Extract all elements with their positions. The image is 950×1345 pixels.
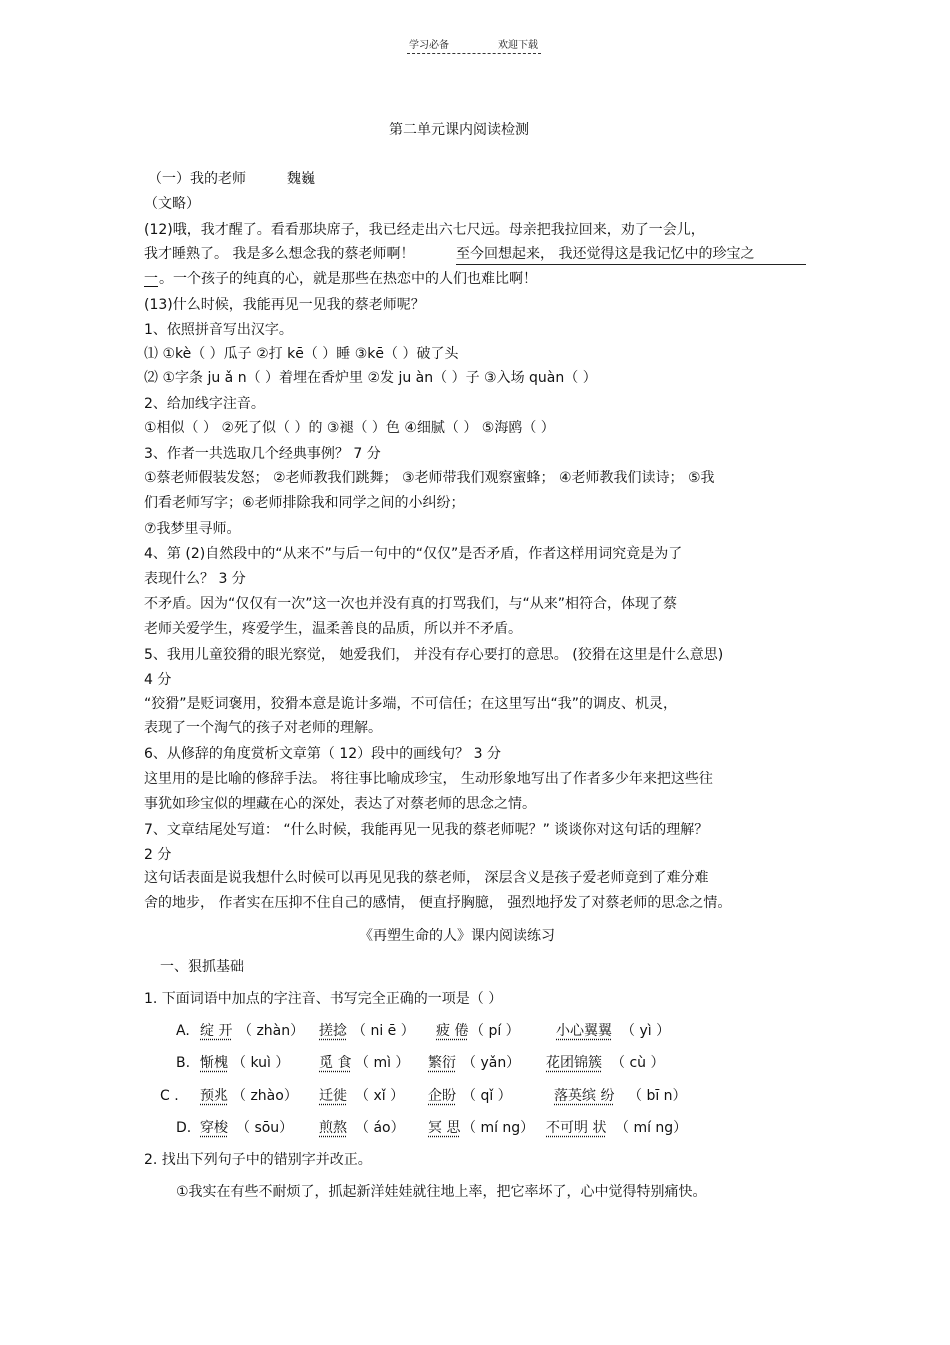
option-a-word4: 小心翼翼 xyxy=(556,1023,612,1039)
q6-answer1: 这里用的是比喻的修辞手法。 将往事比喻成珍宝， 生动形象地写出了作者多少年来把这些往 xyxy=(144,771,713,787)
q1-stem: 1、依照拼音写出汉字。 xyxy=(144,322,293,338)
passage-line3b: 。一个孩子的纯真的心，就是那些在热恋中的人们也难比啊！ xyxy=(159,271,537,287)
option-b-pinyin4: （ cù ） xyxy=(611,1055,665,1071)
option-a-pinyin1: （ zhàn） xyxy=(238,1023,305,1039)
option-b-pinyin2: （ mì ） xyxy=(355,1055,410,1071)
option-d-pinyin4: （ mí ng） xyxy=(615,1120,688,1136)
option-b-label: B. xyxy=(176,1055,191,1071)
option-d-word1: 穿梭 xyxy=(200,1120,228,1136)
q5-answer1: “狡猾”是贬词褒用，狡猾本意是诡计多端，不可信任；在这里写出“我”的调皮、机灵， xyxy=(144,696,678,712)
passage-line2a: 我才睡熟了。 我是多么想念我的蔡老师啊！ xyxy=(144,246,415,262)
option-a-word3: 疲 倦 xyxy=(436,1023,469,1039)
section1-heading: （一）我的老师 xyxy=(148,171,246,187)
section1-author: 魏巍 xyxy=(287,171,315,187)
passage-line2b: 至今回想起来， 我还觉得这是我记忆中的珍宝之 xyxy=(456,246,755,262)
section2-part: 一、狠抓基础 xyxy=(160,959,244,975)
q4-stem2: 表现什么？ 3 分 xyxy=(144,571,246,587)
q7-stem1: 7、文章结尾处写道： “什么时候，我能再见一见我的蔡老师呢？” 谈谈你对这句话的理解？ xyxy=(144,822,709,838)
q3-answer3: ⑦我梦里寻师。 xyxy=(144,521,241,537)
option-c-word4: 落英缤 纷 xyxy=(554,1088,615,1104)
option-b-word2: 觅 食 xyxy=(319,1055,352,1071)
option-c-word3: 企盼 xyxy=(428,1088,456,1104)
option-c-pinyin4: （ bī n） xyxy=(628,1088,687,1104)
q5-stem2: 4 分 xyxy=(144,672,172,688)
q4-answer1: 不矛盾。因为“仅仅有一次”这一次也并没有真的打骂我们，与“从来”相符合，体现了蔡 xyxy=(144,596,678,612)
option-a-pinyin2: （ ni ē ） xyxy=(352,1023,415,1039)
option-a-word1: 绽 开 xyxy=(200,1023,233,1039)
option-d-word4: 不可明 状 xyxy=(546,1120,607,1136)
passage-line4: (13)什么时候，我能再见一见我的蔡老师呢？ xyxy=(144,297,425,313)
q5-stem1: 5、我用儿童狡猾的眼光察觉， 她爱我们， 并没有存心要打的意思。 (狡猾在这里是什么意思) xyxy=(144,647,724,663)
option-b-word4: 花团锦簇 xyxy=(546,1055,602,1071)
option-c-pinyin1: （ zhào） xyxy=(232,1088,298,1104)
header-left: 学习必备 xyxy=(409,40,449,51)
option-c-label: C . xyxy=(160,1088,179,1104)
option-a-word2: 搓捻 xyxy=(319,1023,347,1039)
q7-answer2: 舍的地步， 作者实在压抑不住自己的感情， 便直抒胸臆， 强烈地抒发了对蔡老师的思念之情。 xyxy=(144,895,732,911)
option-a-pinyin3: （ pí ） xyxy=(470,1023,520,1039)
option-b-word1: 惭槐 xyxy=(200,1055,228,1071)
header-right: 欢迎下载 xyxy=(498,40,538,51)
option-d-word3: 冥 思 xyxy=(428,1120,461,1136)
q4-answer2: 老师关爱学生，疼爱学生，温柔善良的品质，所以并不矛盾。 xyxy=(144,621,522,637)
q3-stem: 3、作者一共选取几个经典事例？ 7 分 xyxy=(144,446,381,462)
header-divider xyxy=(407,53,541,54)
option-c-pinyin3: （ qǐ ） xyxy=(462,1088,512,1104)
option-c-word1: 预兆 xyxy=(200,1088,228,1104)
option-b-pinyin1: （ kuì ） xyxy=(232,1055,290,1071)
option-b-word3: 繁衍 xyxy=(428,1055,456,1071)
q1-part2: ⑵ ①字条 ju ǎ n（ ）着埋在香炉里 ②发 ju àn（ ）子 ③入场 quàn（ ） xyxy=(144,370,597,386)
section1-omitted: （文略） xyxy=(144,196,200,212)
option-a-pinyin4: （ yì ） xyxy=(621,1023,671,1039)
q2-stem: 2、给加线字注音。 xyxy=(144,396,265,412)
option-d-pinyin2: （ áo） xyxy=(355,1120,405,1136)
option-a-label: A. xyxy=(176,1023,190,1039)
section2-title: 《再塑生命的人》课内阅读练习 xyxy=(359,928,555,944)
passage-line1: (12)哦，我才醒了。看看那块席子，我已经走出六七尺远。母亲把我拉回来，劝了一会儿， xyxy=(144,222,705,238)
q3-answer1: ①蔡老师假装发怒； ②老师教我们跳舞； ③老师带我们观察蜜蜂； ④老师教我们读诗； ⑤我 xyxy=(144,470,715,486)
passage-line3a: 一 xyxy=(144,271,158,287)
option-b-pinyin3: （ yǎn） xyxy=(462,1055,521,1071)
s2-q1-stem: 1. 下面词语中加点的字注音、书写完全正确的一项是（ ） xyxy=(144,991,503,1007)
option-d-word2: 煎熬 xyxy=(319,1120,347,1136)
q7-answer1: 这句话表面是说我想什么时候可以再见见我的蔡老师， 深层含义是孩子爱老师竟到了难分难 xyxy=(144,870,709,886)
s2-q2-sentence1: ①我实在有些不耐烦了，抓起新洋娃娃就往地上率，把它率坏了，心中觉得特别痛快。 xyxy=(176,1184,707,1200)
q5-answer2: 表现了一个淘气的孩子对老师的理解。 xyxy=(144,720,382,736)
q6-stem: 6、从修辞的角度赏析文章第（ 12）段中的画线句？ 3 分 xyxy=(144,746,501,762)
option-d-pinyin3: （ mí ng） xyxy=(462,1120,535,1136)
q7-stem2: 2 分 xyxy=(144,847,172,863)
option-c-word2: 迁徙 xyxy=(319,1088,347,1104)
page-title: 第二单元课内阅读检测 xyxy=(389,122,529,138)
q6-answer2: 事犹如珍宝似的埋藏在心的深处，表达了对蔡老师的思念之情。 xyxy=(144,796,536,812)
q4-stem1: 4、第 (2)自然段中的“从来不”与后一句中的“仅仅”是否矛盾，作者这样用词究竟是为了 xyxy=(144,546,683,562)
option-c-pinyin2: （ xǐ ） xyxy=(355,1088,405,1104)
option-d-pinyin1: （ sōu） xyxy=(236,1120,294,1136)
s2-q2-stem: 2. 找出下列句子中的错别字并改正。 xyxy=(144,1152,372,1168)
passage-underline xyxy=(456,264,806,265)
q1-part1: ⑴ ①kè（ ）瓜子 ②打 kē（ ）睡 ③kē（ ）破了头 xyxy=(144,346,459,362)
q2-line: ①相似（ ） ②死了似（ ）的 ③褪（ ）色 ④细腻（ ） ⑤海鸥（ ） xyxy=(144,420,555,436)
option-d-label: D. xyxy=(176,1120,192,1136)
q3-answer2: 们看老师写字；⑥老师排除我和同学之间的小纠纷； xyxy=(144,495,465,511)
